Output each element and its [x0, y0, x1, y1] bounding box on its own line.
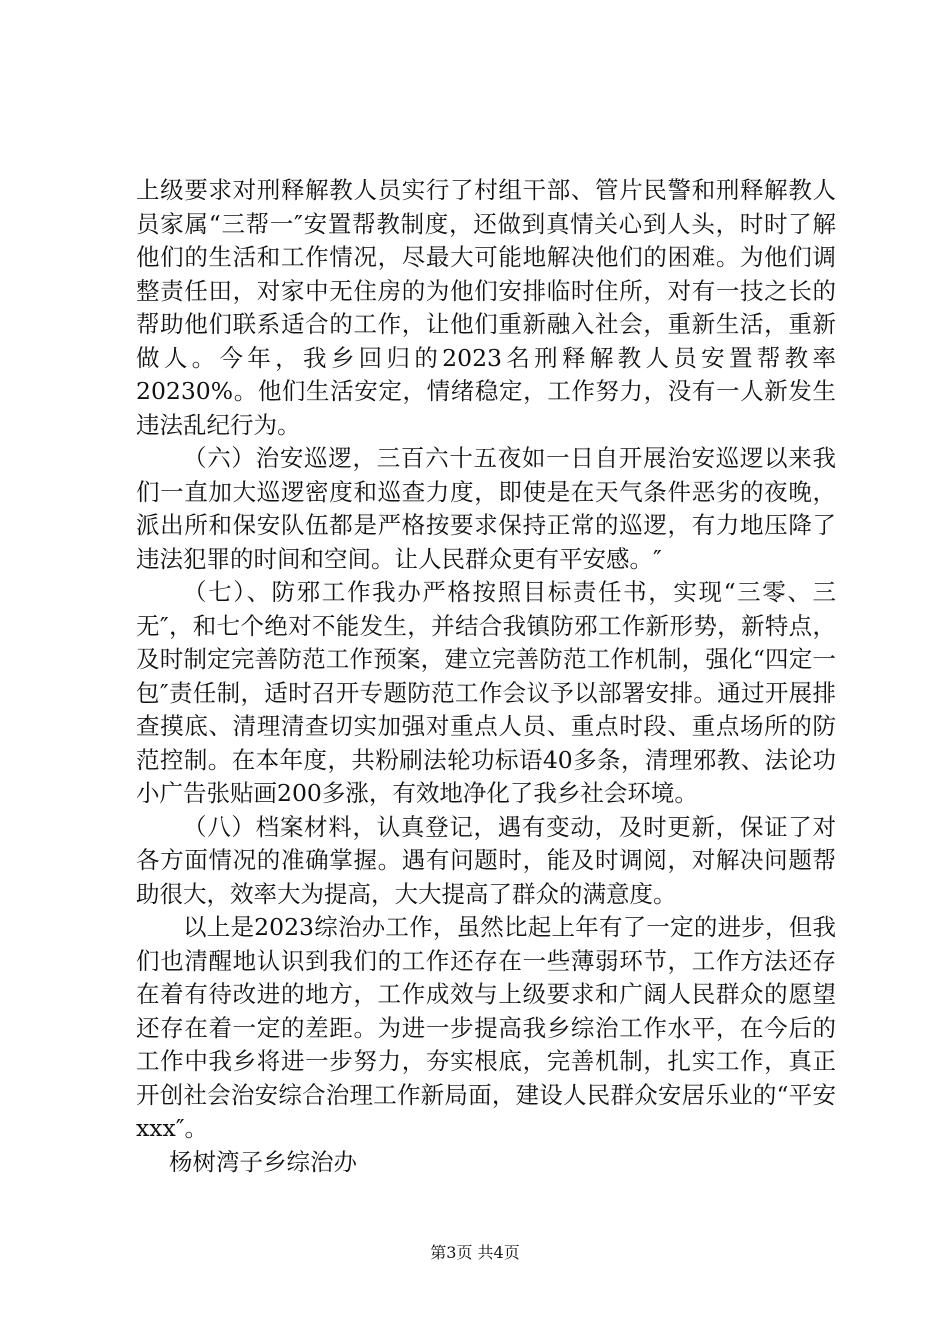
paragraph-section-6: （六）治安巡逻，三百六十五夜如一日自开展治安巡逻以来我们一直加大巡逻密度和巡查力度，即使是在天气条件恶劣的夜晚，派出所和保安队伍都是严格按要求保持正常的巡逻，有力地压降了违法犯罪的时间和空间。让人民群众更有平安感。″ — [136, 444, 836, 573]
paragraph-section-7: （七）、防邪工作我办严格按照目标责任书，实现“三零、三无″，和七个绝对不能发生，并结合我镇防邪工作新形势，新特点，及时制定完善防范工作预案，建立完善防范工作机制，强化“四定一包″责任制，适时召开专题防范工作会议予以部署安排。通过开展排查摸底、清理清查切实加强对重点人员、重点时段、重点场所的防范控制。在本年度，共粉刷法轮功标语40多条，清理邪教、法论功小广告张贴画200多涨，有效地净化了我乡社会环境。 — [136, 578, 836, 807]
paragraph-summary: 以上是2023综治办工作，虽然比起上年有了一定的进步，但我们也清醒地认识到我们的工作还存在一些薄弱环节，工作方法还存在着有待改进的地方，工作成效与上级要求和广阔人民群众的愿望还存在着一定的差距。为进一步提高我乡综治工作水平，在今后的工作中我乡将进一步努力，夯实根底，完善机制，扎实工作，真正开创社会治安综合治理工作新局面，建设人民群众安居乐业的“平安xxx″。 — [136, 913, 836, 1142]
page-number-footer: 第3页 共4页 — [430, 1243, 520, 1262]
document-body — [136, 174, 836, 1179]
paragraph-continued: 上级要求对刑释解教人员实行了村组干部、管片民警和刑释解教人员家属“三帮一″安置帮教制度，还做到真情关心到人头，时时了解他们的生活和工作情况，尽最大可能地解决他们的困难。为他们调整责任田，对家中无住房的为他们安排临时住所，对有一技之长的帮助他们联系适合的工作，让他们重新融入社会，重新生活，重新做人。今年，我乡回归的2023名刑释解教人员安置帮教率20230%。他们生活安定，情绪稳定，工作努力，没有一人新发生违法乱纪行为。 — [136, 176, 836, 439]
paragraph-section-8: （八）档案材料，认真登记，遇有变动，及时更新，保证了对各方面情况的准确掌握。遇有问题时，能及时调阅，对解决问题帮助很大，效率大为提高，大大提高了群众的满意度。 — [136, 812, 836, 908]
signature: 杨树湾子乡综治办 — [169, 1147, 357, 1176]
